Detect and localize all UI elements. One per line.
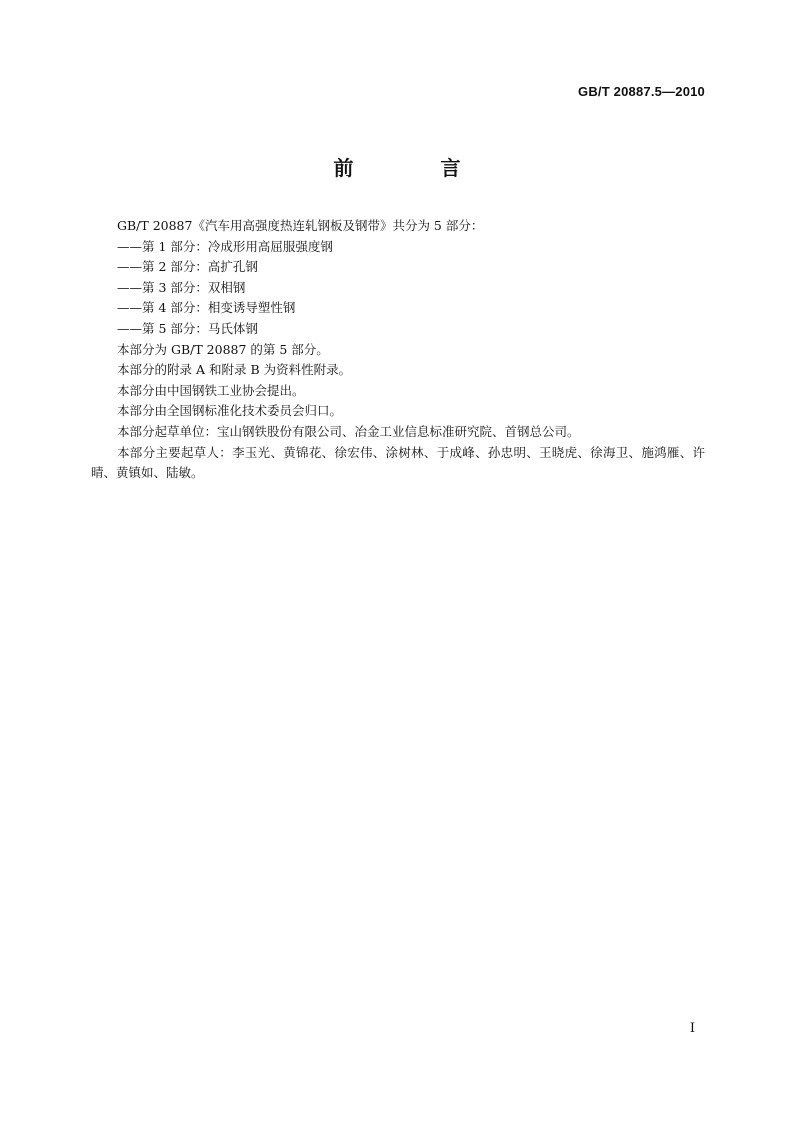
- list-item-part-4: ——第 4 部分：相变诱导塑性钢: [117, 300, 296, 316]
- list-item-part-3: ——第 3 部分：双相钢: [117, 279, 246, 295]
- paragraph-intro: GB/T 20887《汽车用高强度热连轧钢板及钢带》共分为 5 部分：: [117, 218, 484, 233]
- list-item-part-2: ——第 2 部分：高扩孔钢: [117, 259, 258, 275]
- page-number: I: [689, 1021, 695, 1036]
- paragraph-part-statement: 本部分为 GB/T 20887 的第 5 部分。: [117, 341, 329, 357]
- paragraph-drafters: 本部分主要起草人：李玉光、黄锦花、徐宏伟、涂树林、于成峰、孙忠明、王晓虎、徐海卫、施鸿雁、许晴、黄镇如、陆敏。: [91, 444, 705, 481]
- paragraph-proposer: 本部分由中国钢铁工业协会提出。: [117, 382, 305, 398]
- standard-number: GB/T 20887.5—2010: [578, 84, 705, 99]
- list-item-part-1: ——第 1 部分：冷成形用高屈服强度钢: [117, 238, 333, 254]
- page-title: 前 言: [333, 156, 501, 180]
- list-item-part-5: ——第 5 部分：马氏体钢: [117, 320, 258, 336]
- paragraph-drafting-units: 本部分起草单位：宝山钢铁股份有限公司、冶金工业信息标准研究院、首钢总公司。: [117, 423, 580, 439]
- foreword-body: [91, 216, 705, 484]
- paragraph-committee: 本部分由全国钢标准化技术委员会归口。: [117, 403, 343, 419]
- paragraph-annex: 本部分的附录 A 和附录 B 为资料性附录。: [117, 362, 352, 378]
